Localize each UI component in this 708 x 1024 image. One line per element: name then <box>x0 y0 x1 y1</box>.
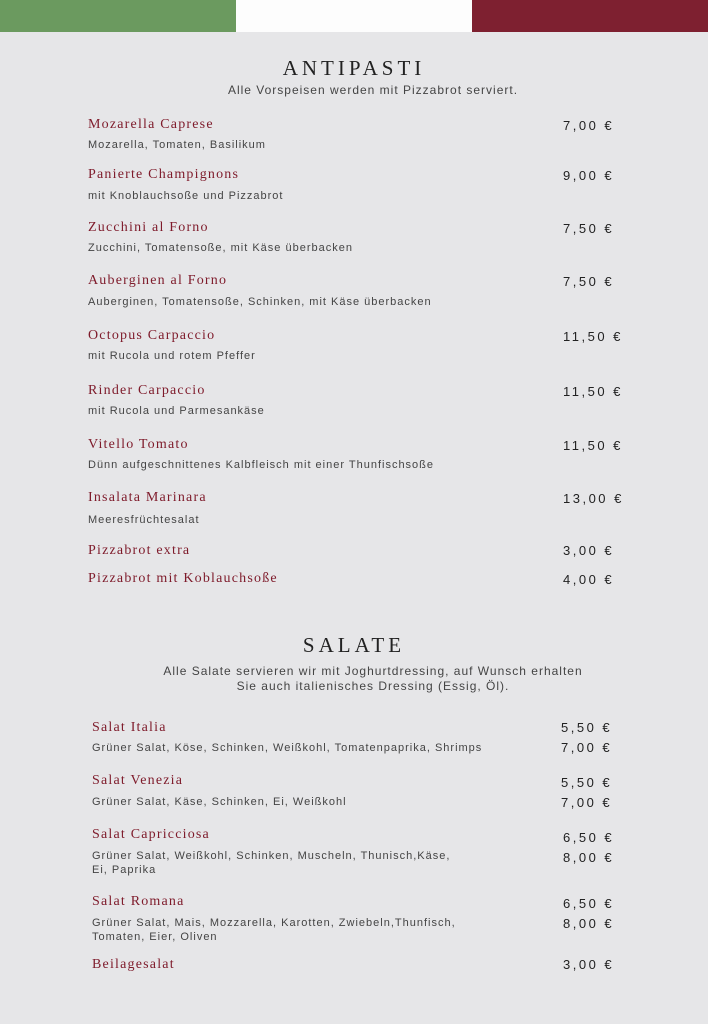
menu-item-price: 11,50 € <box>563 438 623 453</box>
menu-item-description: Zucchini, Tomatensoße, mit Käse überbacken <box>88 242 353 254</box>
menu-item-name: Vitello Tomato <box>88 437 189 452</box>
salad-price-small: 6,50 € <box>563 896 615 911</box>
salad-price-small: 5,50 € <box>561 775 613 790</box>
menu-item-name: Panierte Champignons <box>88 167 240 182</box>
flag-white-stripe <box>236 0 472 32</box>
menu-item-price: 7,50 € <box>563 221 615 236</box>
menu-item-description: mit Rucola und Parmesankäse <box>88 405 265 417</box>
menu-item-price: 7,50 € <box>563 274 615 289</box>
salad-item-description: Grüner Salat, Mais, Mozzarella, Karotten, Zwiebeln,Thunfisch, <box>92 917 456 929</box>
salate-title: SALATE <box>302 633 406 657</box>
menu-item-description: Auberginen, Tomatensoße, Schinken, mit Käse überbacken <box>88 296 432 308</box>
menu-item-price: 3,00 € <box>563 543 615 558</box>
flag-green-stripe <box>0 0 236 32</box>
salad-item-description: Grüner Salat, Weißkohl, Schinken, Muscheln, Thunisch,Käse, <box>92 850 451 862</box>
menu-item-name: Octopus Carpaccio <box>88 328 216 343</box>
salad-price-small: 3,00 € <box>563 957 615 972</box>
menu-item-price: 7,00 € <box>563 118 615 133</box>
antipasti-title: ANTIPASTI <box>282 56 426 80</box>
menu-item-name: Pizzabrot extra <box>88 543 191 558</box>
menu-item-price: 11,50 € <box>563 384 623 399</box>
menu-item-price: 11,50 € <box>563 329 623 344</box>
salad-item-description-cont: Tomaten, Eier, Oliven <box>92 931 218 943</box>
salad-item-name: Salat Italia <box>92 720 167 735</box>
salate-subtitle-line1: Alle Salate servieren wir mit Joghurtdressing, auf Wunsch erhalten <box>163 664 583 678</box>
antipasti-subtitle: Alle Vorspeisen werden mit Pizzabrot serviert. <box>227 83 519 97</box>
salad-item-name: Salat Venezia <box>92 773 184 788</box>
salad-item-description-cont: Ei, Paprika <box>92 864 157 876</box>
menu-item-name: Pizzabrot mit Koblauchsoße <box>88 571 278 586</box>
menu-item-description: Mozarella, Tomaten, Basilikum <box>88 139 266 151</box>
menu-item-name: Rinder Carpaccio <box>88 383 206 398</box>
menu-item-description: Meeresfrüchtesalat <box>88 514 200 526</box>
salad-price-large: 8,00 € <box>563 916 615 931</box>
salad-price-large: 7,00 € <box>561 795 613 810</box>
menu-item-name: Auberginen al Forno <box>88 273 228 288</box>
menu-item-name: Zucchini al Forno <box>88 220 209 235</box>
salad-item-name: Salat Capricciosa <box>92 827 210 842</box>
menu-item-price: 4,00 € <box>563 572 615 587</box>
italian-flag-banner <box>0 0 708 32</box>
salad-price-small: 5,50 € <box>561 720 613 735</box>
salate-subtitle-line2: Sie auch italienisches Dressing (Essig, Öl). <box>236 679 510 693</box>
menu-item-name: Mozarella Caprese <box>88 117 214 132</box>
salad-item-name: Salat Romana <box>92 894 185 909</box>
salad-price-large: 8,00 € <box>563 850 615 865</box>
menu-item-description: mit Knoblauchsoße und Pizzabrot <box>88 190 284 202</box>
menu-item-price: 9,00 € <box>563 168 615 183</box>
menu-item-price: 13,00 € <box>563 491 624 506</box>
menu-item-description: mit Rucola und rotem Pfeffer <box>88 350 256 362</box>
salad-price-small: 6,50 € <box>563 830 615 845</box>
salad-price-large: 7,00 € <box>561 740 613 755</box>
salad-item-description: Grüner Salat, Käse, Schinken, Ei, Weißkohl <box>92 796 347 808</box>
menu-item-name: Insalata Marinara <box>88 490 207 505</box>
flag-red-stripe <box>472 0 708 32</box>
menu-item-description: Dünn aufgeschnittenes Kalbfleisch mit einer Thunfischsoße <box>88 459 435 471</box>
salad-item-description: Grüner Salat, Köse, Schinken, Weißkohl, Tomatenpaprika, Shrimps <box>92 742 483 754</box>
salad-item-name: Beilagesalat <box>92 957 175 972</box>
